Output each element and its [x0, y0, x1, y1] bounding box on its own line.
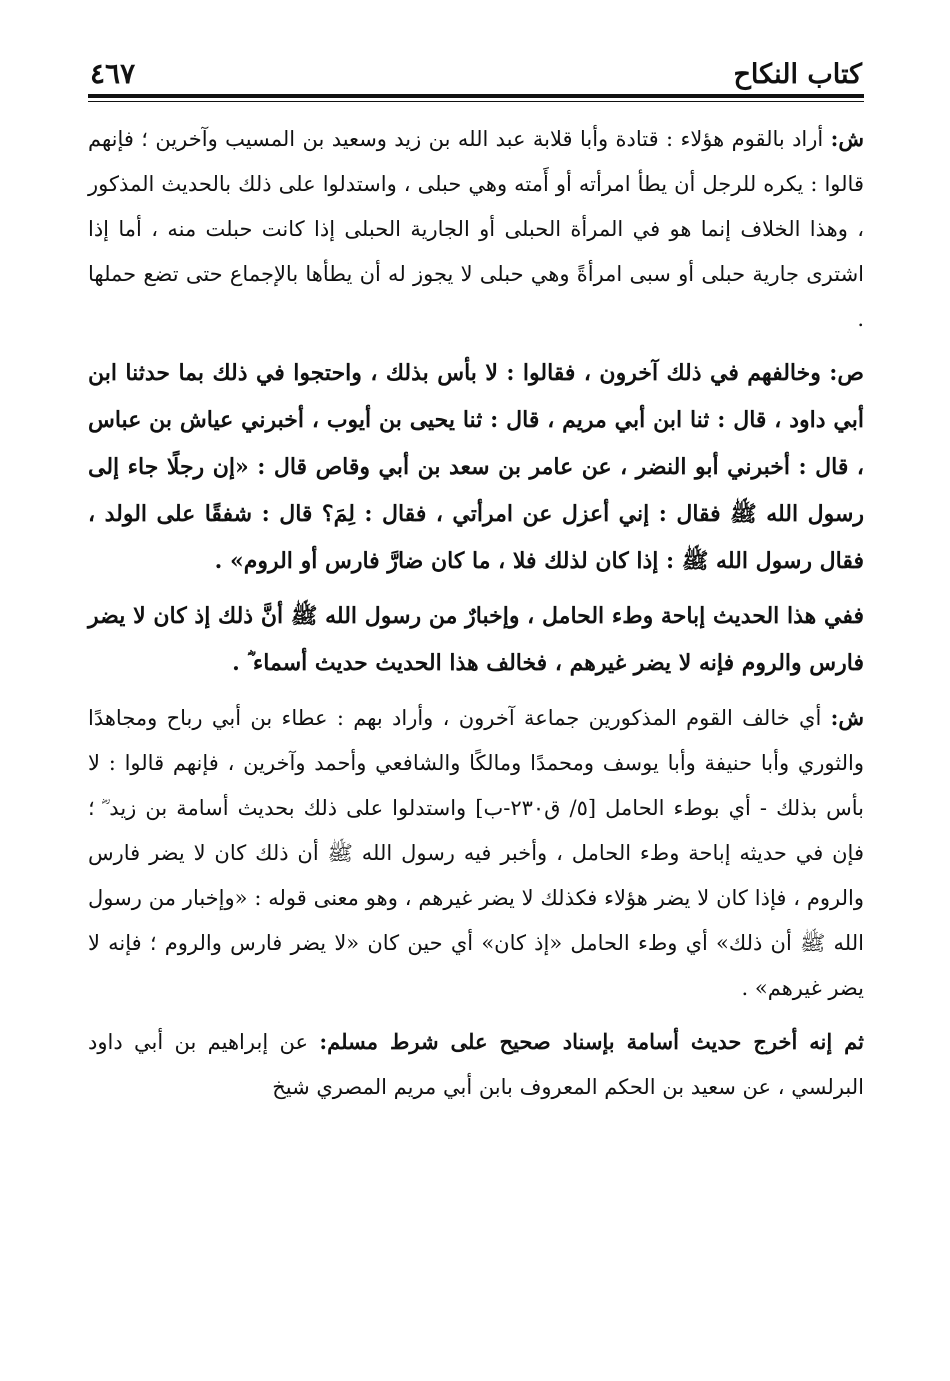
paragraph-text: أي خالف القوم المذكورين جماعة آخرون ، وأراد بهم : عطاء بن أبي رباح ومجاهدًا والثوري وأبا حنيفة وأبا يوسف ومحمدًا ومالكًا والشافعي وأحمد وآخرين ، فإنهم قالوا : لا بأس بذلك - أي بوطء الحامل [٥/ ق٢٣٠-ب] واستدلوا على ذلك بحديث أسامة بن زيد ؓ ؛ فإن في حديثه إباحة وطء الحامل ، وأخبر فيه رسول الله ﷺ أن ذلك كان لا يضر فارس والروم ، فإذا كان لا يضر هؤلاء فكذلك لا يضر غيرهم ، وهو معنى قوله : «وإخبار من رسول الله ﷺ أن ذلك» أي وطء الحامل «إذ كان» أي حين كان «لا يضر فارس والروم ؛ فإنه لا يضر غيرهم» .	[88, 706, 864, 1000]
book-page	[88, 40, 864, 1118]
commentary-paragraph	[88, 695, 864, 1011]
main-text-paragraph	[88, 593, 864, 687]
book-title: كتاب النكاح	[733, 59, 862, 90]
header-rule-thin	[88, 101, 864, 102]
paragraph-lead: ثم إنه أخرج حديث أسامة بإسناد صحيح على شرط مسلم:	[319, 1029, 864, 1054]
paragraph-marker: ش:	[830, 126, 864, 151]
main-text-paragraph	[88, 350, 864, 585]
paragraph-text: وخالفهم في ذلك آخرون ، فقالوا : لا بأس بذلك ، واحتجوا في ذلك بما حدثنا ابن أبي داود ، قال : ثنا ابن أبي مريم ، قال : ثنا يحيى بن أيوب ، أخبرني عياش بن عباس ، قال : أخبرني أبو النضر ، عن عامر بن سعد بن أبي وقاص قال : «إن رجلًا جاء إلى رسول الله ﷺ فقال : إني أعزل عن امرأتي ، فقال : لِمَ؟ قال : شفقًا على الولد ، فقال رسول الله ﷺ : إذا كان لذلك فلا ، ما كان ضارَّ فارس أو الروم» .	[88, 360, 864, 574]
header-rule-thick	[88, 94, 864, 98]
page-number: ٤٦٧	[90, 57, 136, 90]
body-text	[88, 116, 864, 1110]
commentary-paragraph	[88, 116, 864, 342]
paragraph-text: ففي هذا الحديث إباحة وطء الحامل ، وإخبارٌ من رسول الله ﷺ أنَّ ذلك إذ كان لا يضر فارس والروم فإنه لا يضر غيرهم ، فخالف هذا الحديث حديث أسماء ؓ .	[88, 603, 864, 676]
paragraph-marker: ص:	[829, 360, 864, 386]
paragraph-text: أراد بالقوم هؤلاء : قتادة وأبا قلابة عبد الله بن زيد وسعيد بن المسيب وآخرين ؛ فإنهم قالوا : يكره للرجل أن يطأ امرأته أو أَمته وهي حبلى ، واستدلوا على ذلك بالحديث المذكور ، وهذا الخلاف إنما هو في المرأة الحبلى أو الجارية الحبلى إذا كانت حبلت منه ، أما إذا اشترى جارية حبلى أو سبى امرأةً وهي حبلى لا يجوز له أن يطأها بالإجماع حتى تضع حملها .	[88, 127, 864, 331]
page-header	[88, 40, 864, 88]
paragraph-marker: ش:	[830, 705, 864, 730]
commentary-paragraph	[88, 1019, 864, 1110]
paragraph-text: عن إبراهيم بن أبي داود البرلسي ، عن سعيد بن الحكم المعروف بابن أبي مريم المصري شيخ	[88, 1030, 864, 1099]
